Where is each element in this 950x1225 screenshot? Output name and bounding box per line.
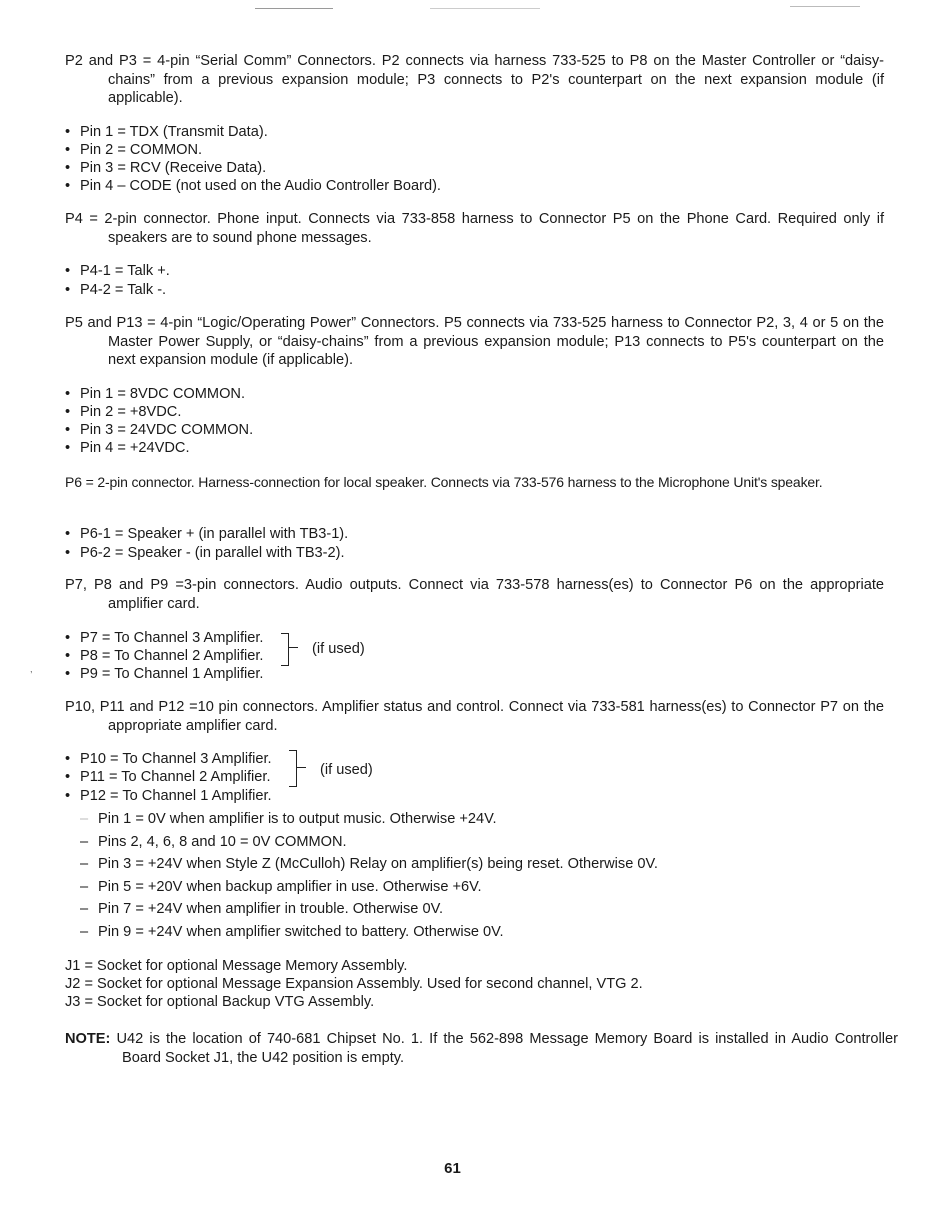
list-item: – Pin 9 = +24V when amplifier switched to battery. Otherwise 0V. [80, 924, 504, 940]
list-item: J2 = Socket for optional Message Expansion Assembly. Used for second channel, VTG 2. [65, 976, 643, 992]
phone-input-paragraph: P4 = 2-pin connector. Phone input. Connects via 733-858 harness to Connector P5 on the Phone Card. Required only if speakers are to sound phone messages. [65, 211, 884, 246]
list-item: • P6-1 = Speaker + (in parallel with TB3-1). [65, 526, 349, 542]
list-item: • Pin 4 = +24VDC. [65, 440, 190, 456]
list-item: • Pin 2 = COMMON. [65, 142, 203, 158]
list-item: • P4-1 = Talk +. [65, 263, 170, 279]
list-item: • P6-2 = Speaker - (in parallel with TB3-2). [65, 545, 345, 561]
list-item: • Pin 3 = 24VDC COMMON. [65, 422, 254, 438]
note-paragraph [65, 1030, 898, 1067]
grouping-bracket-tick [297, 767, 306, 768]
list-item: • P12 = To Channel 1 Amplifier. [65, 788, 272, 804]
list-item: • Pin 1 = 8VDC COMMON. [65, 386, 246, 402]
list-item: – Pin 1 = 0V when amplifier is to output music. Otherwise +24V. [80, 811, 497, 827]
list-item: • Pin 2 = +8VDC. [65, 404, 182, 420]
power-connector-paragraph: P5 and P13 = 4-pin “Logic/Operating Power” Connectors. P5 connects via 733-525 harness to Connector P2, 3, 4 or 5 on the Master Power Supply, or “daisy-chains” from a previous expansion module; P13 connects to P5's counterpart on the next expansion module (if applicable). [65, 315, 884, 368]
scan-artifact: , [30, 664, 33, 674]
if-used-note: (if used) [312, 641, 365, 657]
serial-comm-paragraph: P2 and P3 = 4-pin “Serial Comm” Connectors. P2 connects via harness 733-525 to P8 on the Master Controller or “daisy-chains” from a previous expansion module; P3 connects to P2's counterpart on the next expansion module (if applicable). [65, 53, 884, 106]
scan-artifact [430, 8, 540, 9]
scan-artifact [790, 6, 860, 7]
list-item: • P9 = To Channel 1 Amplifier. [65, 666, 264, 682]
grouping-bracket [281, 633, 289, 666]
if-used-note: (if used) [320, 762, 373, 778]
note-label: NOTE: [65, 1031, 111, 1047]
grouping-bracket-tick [289, 647, 298, 648]
grouping-bracket [289, 750, 297, 787]
list-item: – Pin 7 = +24V when amplifier in trouble. Otherwise 0V. [80, 901, 444, 917]
list-item: – Pin 5 = +20V when backup amplifier in use. Otherwise +6V. [80, 879, 482, 895]
audio-output-paragraph: P7, P8 and P9 =3-pin connectors. Audio outputs. Connect via 733-578 harness(es) to Connector P6 on the appropriate amplifier card. [65, 577, 884, 612]
list-item: • Pin 1 = TDX (Transmit Data). [65, 124, 268, 140]
list-item: – Pins 2, 4, 6, 8 and 10 = 0V COMMON. [80, 834, 347, 850]
speaker-paragraph: P6 = 2-pin connector. Harness-connection for local speaker. Connects via 733-576 harness to the Microphone Unit's speaker. [65, 474, 823, 490]
list-item: – Pin 3 = +24V when Style Z (McCulloh) Relay on amplifier(s) being reset. Otherwise 0V. [80, 856, 658, 872]
list-item: • P11 = To Channel 2 Amplifier. [65, 769, 271, 785]
list-item: • P10 = To Channel 3 Amplifier. [65, 751, 272, 767]
list-item: • Pin 4 – CODE (not used on the Audio Controller Board). [65, 178, 441, 194]
scan-artifact [255, 8, 333, 9]
note-text: U42 is the location of 740-681 Chipset No. 1. If the 562-898 Message Memory Board is installed in Audio Controller Board Socket J1, the U42 position is empty. [116, 1031, 898, 1066]
list-item: J3 = Socket for optional Backup VTG Assembly. [65, 994, 375, 1010]
list-item: • P8 = To Channel 2 Amplifier. [65, 648, 264, 664]
page-number: 61 [444, 1160, 461, 1177]
list-item: • P4-2 = Talk -. [65, 282, 167, 298]
amplifier-control-paragraph: P10, P11 and P12 =10 pin connectors. Amplifier status and control. Connect via 733-581 harness(es) to Connector P7 on the appropriate amplifier card. [65, 699, 884, 734]
list-item: J1 = Socket for optional Message Memory Assembly. [65, 958, 408, 974]
list-item: • Pin 3 = RCV (Receive Data). [65, 160, 267, 176]
list-item: • P7 = To Channel 3 Amplifier. [65, 630, 264, 646]
